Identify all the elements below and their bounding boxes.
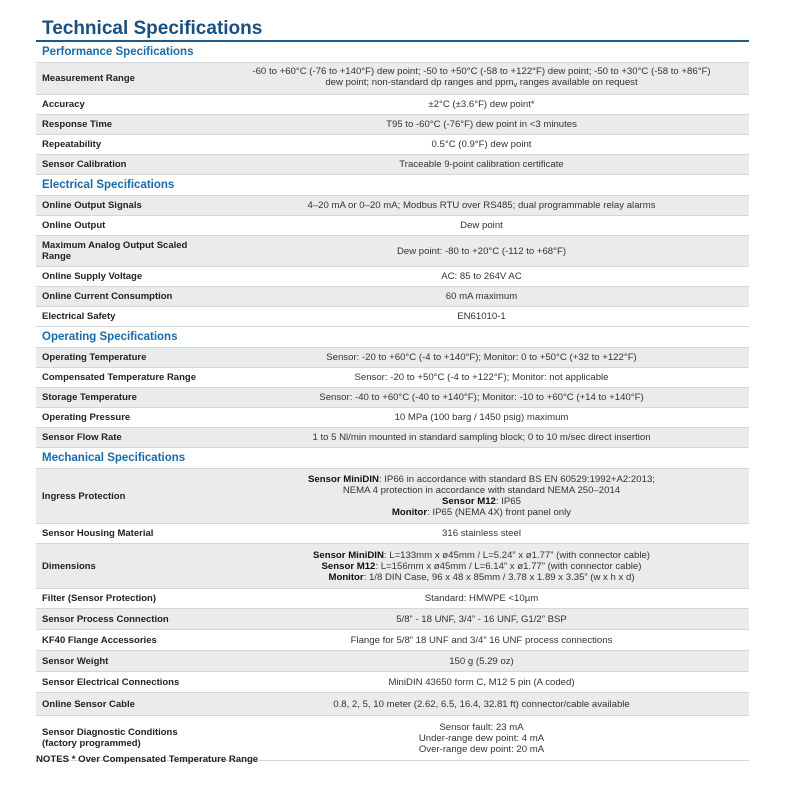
spec-value: 0.8, 2, 5, 10 meter (2.62, 6.5, 16.4, 32.81 ft) connector/cable available xyxy=(333,698,630,710)
spec-value-line xyxy=(328,572,634,583)
spec-value: Flange for 5/8” 18 UNF and 3/4” 16 UNF process connections xyxy=(350,634,613,646)
spec-label: Ingress Protection xyxy=(42,490,126,502)
spec-value xyxy=(214,544,749,588)
section-heading-performance: Performance Specifications xyxy=(36,42,749,63)
spec-label: Sensor Diagnostic Conditions (factory programmed) xyxy=(42,727,178,749)
spec-label: Online Output Signals xyxy=(42,200,142,211)
spec-value-text: : L=156mm x ø45mm / L=6.14” x ø1.77” (with connector cable) xyxy=(375,560,642,572)
spec-row-repeatability xyxy=(36,135,749,155)
spec-label: Measurement Range xyxy=(42,73,135,84)
spec-value-line: Over-range dew point: 20 mA xyxy=(418,743,545,755)
spec-value: 5/8” - 18 UNF, 3/4” - 16 UNF, G1/2” BSP xyxy=(396,613,567,625)
spec-value: AC: 85 to 264V AC xyxy=(441,271,522,282)
spec-label: Online Current Consumption xyxy=(42,291,173,302)
spec-value-line xyxy=(308,474,655,485)
spec-value: Traceable 9-point calibration certificate xyxy=(399,159,564,170)
spec-value-text: : IP65 xyxy=(495,496,521,507)
spec-label: Response Time xyxy=(42,119,113,130)
footnote: NOTES * Over Compensated Temperature Range xyxy=(36,754,259,765)
spec-value-text: : IP66 in accordance with standard BS EN 60529:1992+A2:2013; xyxy=(378,474,655,485)
spec-value: Sensor: -20 to +50°C (-4 to +122°F); Monitor: not applicable xyxy=(354,372,609,383)
spec-value-bold: Monitor xyxy=(328,571,364,583)
spec-label: Online Output xyxy=(42,220,106,231)
spec-value-text: : IP65 (NEMA 4X) front panel only xyxy=(427,507,572,518)
spec-value-line: NEMA 4 protection in accordance with standard NEMA 250–2014 xyxy=(342,485,621,496)
spec-value: ±2°C (±3.6°F) dew point* xyxy=(428,99,535,110)
spec-label: Online Sensor Cable xyxy=(42,698,135,710)
section-heading-operating: Operating Specifications xyxy=(36,327,749,348)
spec-row-operating-temperature xyxy=(36,348,749,368)
spec-row-accuracy xyxy=(36,95,749,115)
spec-value-line: -60 to +60°C (-76 to +140°F) dew point; -50 to +50°C (-58 to +122°F) dew point; -50 to +30°C (-58 to +86°F) xyxy=(252,66,711,77)
spec-row-response-time xyxy=(36,115,749,135)
section-heading-mechanical: Mechanical Specifications xyxy=(36,448,749,469)
spec-label: Sensor Electrical Connections xyxy=(42,676,180,688)
spec-value: Dew point: -80 to +20°C (-112 to +68°F) xyxy=(396,245,567,257)
spec-value: 60 mA maximum xyxy=(445,291,518,302)
spec-value-line: Under-range dew point: 4 mA xyxy=(418,732,545,744)
spec-row-process-connection xyxy=(36,609,749,630)
spec-row-electrical-safety xyxy=(36,307,749,327)
spec-row-sensor-weight xyxy=(36,651,749,672)
spec-value: MiniDIN 43650 form C, M12 5 pin (A coded) xyxy=(388,676,575,688)
spec-row-dimensions xyxy=(36,544,749,589)
spec-value-bold: Monitor xyxy=(391,507,428,518)
spec-value: 4–20 mA or 0–20 mA; Modbus RTU over RS485; dual programmable relay alarms xyxy=(307,200,656,211)
spec-row-operating-pressure xyxy=(36,408,749,428)
spec-label: Online Supply Voltage xyxy=(42,271,143,282)
spec-value xyxy=(214,63,749,94)
spec-value: 150 g (5.29 oz) xyxy=(449,655,514,667)
spec-label: Compensated Temperature Range xyxy=(42,372,196,383)
spec-value-bold: Sensor MiniDIN xyxy=(313,549,384,561)
spec-row-ingress-protection xyxy=(36,469,749,524)
spec-value: 10 MPa (100 barg / 1450 psig) maximum xyxy=(394,412,569,423)
spec-value-line: dew point; non-standard dp ranges and ppm$_v$ ranges available on request xyxy=(325,77,638,89)
spec-row-online-supply-voltage xyxy=(36,267,749,287)
spec-value: 0.5°C (0.9°F) dew point xyxy=(431,139,532,150)
page-title: Technical Specifications xyxy=(36,15,749,42)
spec-value-line: Sensor fault: 23 mA xyxy=(439,721,524,733)
spec-value-bold: Sensor M12 xyxy=(442,496,496,507)
spec-label: Sensor Weight xyxy=(42,655,109,667)
spec-row-filter xyxy=(36,589,749,609)
spec-row-sensor-flow-rate xyxy=(36,428,749,448)
spec-value-line xyxy=(322,561,642,572)
spec-label: Maximum Analog Output Scaled Range xyxy=(42,240,188,262)
spec-value: 316 stainless steel xyxy=(442,528,521,539)
spec-label: Operating Temperature xyxy=(42,352,147,363)
spec-row-electrical-connections xyxy=(36,672,749,693)
spec-label: Storage Temperature xyxy=(42,392,137,403)
spec-label: Filter (Sensor Protection) xyxy=(42,593,157,604)
spec-value-line xyxy=(392,507,571,518)
spec-value-bold: Sensor M12 xyxy=(321,560,376,572)
spec-row-compensated-temperature xyxy=(36,368,749,388)
spec-value xyxy=(214,716,749,760)
spec-row-kf40-flange xyxy=(36,630,749,651)
spec-label: Operating Pressure xyxy=(42,412,131,423)
spec-row-sensor-housing-material xyxy=(36,524,749,544)
section-heading-electrical: Electrical Specifications xyxy=(36,175,749,196)
spec-row-max-analog-output xyxy=(36,236,749,267)
spec-label: Sensor Calibration xyxy=(42,159,127,170)
spec-label: Sensor Process Connection xyxy=(42,613,169,625)
spec-value: Standard: HMWPE <10µm xyxy=(424,593,539,604)
spec-row-storage-temperature xyxy=(36,388,749,408)
spec-value: T95 to -60°C (-76°F) dew point in <3 minutes xyxy=(386,119,577,130)
spec-value xyxy=(214,469,749,523)
spec-label: Dimensions xyxy=(42,560,96,572)
spec-row-sensor-calibration xyxy=(36,155,749,175)
spec-row-online-output-signals xyxy=(36,196,749,216)
spec-label: Repeatability xyxy=(42,139,102,150)
spec-label: Sensor Flow Rate xyxy=(42,432,122,443)
spec-row-online-current-consumption xyxy=(36,287,749,307)
spec-value: 1 to 5 Nl/min mounted in standard sampling block; 0 to 10 m/sec direct insertion xyxy=(312,432,651,443)
spec-value: Sensor: -20 to +60°C (-4 to +140°F); Monitor: 0 to +50°C (+32 to +122°F) xyxy=(326,352,637,363)
spec-row-measurement-range xyxy=(36,63,749,95)
spec-value: EN61010-1 xyxy=(457,311,506,322)
spec-value: Dew point xyxy=(460,220,503,231)
spec-row-online-output xyxy=(36,216,749,236)
spec-value-text: : L=133mm x ø45mm / L=5.24” x ø1.77” (with connector cable) xyxy=(383,549,650,561)
spec-label: KF40 Flange Accessories xyxy=(42,634,157,646)
spec-row-online-sensor-cable xyxy=(36,693,749,716)
spec-value-line xyxy=(442,496,521,507)
spec-document xyxy=(36,15,749,761)
spec-value-text: : 1/8 DIN Case, 96 x 48 x 85mm / 3.78 x 1.89 x 3.35” (w x h x d) xyxy=(363,571,635,583)
spec-value-line xyxy=(313,550,650,561)
spec-value-bold: Sensor MiniDIN xyxy=(308,474,379,485)
spec-value: Sensor: -40 to +60°C (-40 to +140°F); Monitor: -10 to +60°C (+14 to +140°F) xyxy=(319,392,644,403)
spec-label: Sensor Housing Material xyxy=(42,528,154,539)
spec-label: Accuracy xyxy=(42,99,85,110)
spec-label: Electrical Safety xyxy=(42,311,116,322)
